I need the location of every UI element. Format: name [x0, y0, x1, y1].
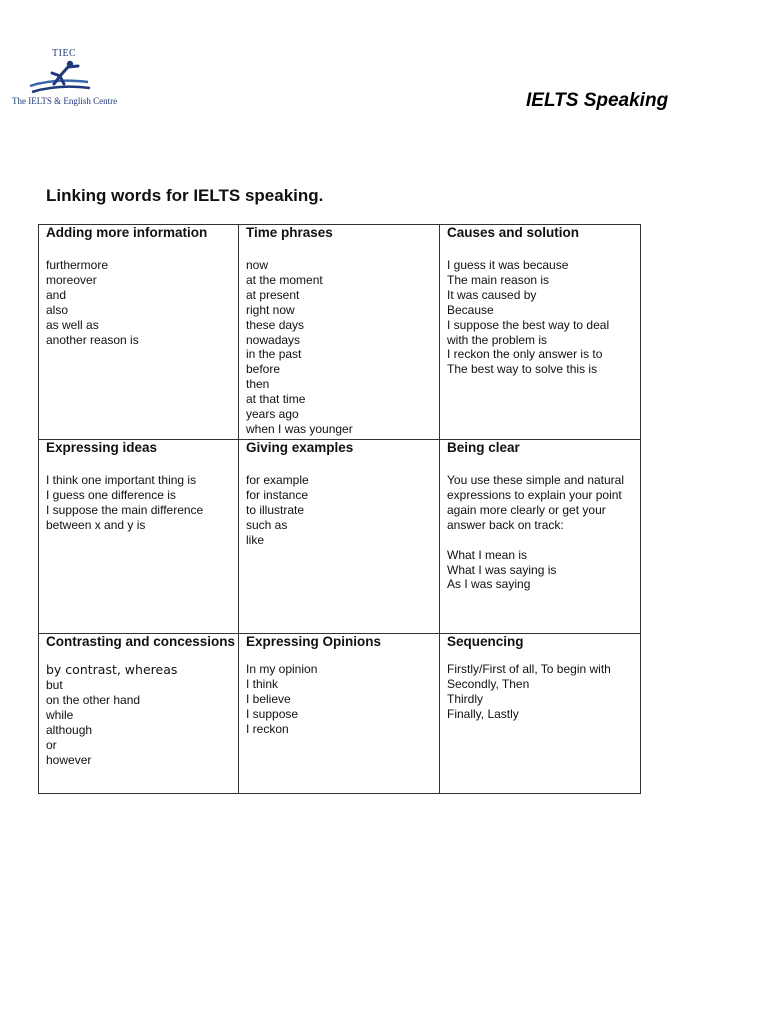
phrase-item: I suppose the best way to deal [447, 317, 610, 332]
phrase-item: or [46, 737, 57, 752]
phrase-list [246, 662, 435, 737]
phrase-item: as well as [46, 317, 99, 332]
phrase-item: Firstly/First of all, To begin with [447, 662, 611, 676]
phrase-item: It was caused by [447, 287, 537, 302]
phrase-item: such as [246, 517, 288, 532]
phrase-item: As I was saying [447, 577, 531, 592]
logo-abbreviation: TIEC [52, 48, 77, 59]
phrase-item: The best way to solve this is [447, 362, 598, 377]
page-title: Linking words for IELTS speaking. [46, 186, 324, 205]
cell-heading: Sequencing [447, 634, 524, 649]
phrase-item: these days [246, 317, 305, 332]
cell-heading: Adding more information [46, 225, 208, 240]
phrase-item: at the moment [246, 272, 323, 287]
phrase-item: however [46, 752, 92, 767]
table-cell [239, 225, 440, 440]
phrase-item: moreover [46, 272, 97, 287]
phrase-item: nowadays [246, 332, 301, 347]
runner-logo-icon [24, 58, 94, 98]
phrase-item: another reason is [46, 332, 139, 347]
phrase-item: I suppose [246, 706, 299, 721]
phrase-item: now [246, 258, 269, 272]
phrase-item: with the problem is [447, 332, 548, 347]
phrase-item: Finally, Lastly [447, 706, 519, 721]
phrase-item: I reckon the only answer is to [447, 347, 603, 362]
phrase-item: What I mean is [447, 547, 528, 562]
table-row [39, 225, 641, 440]
phrase-item: I reckon [246, 721, 289, 736]
phrase-item: right now [246, 302, 295, 317]
phrase-list [46, 662, 234, 767]
phrase-list [447, 662, 636, 722]
cell-intro-text: You use these simple and natural expressions to explain your point again more clearly or get your answer back on track: [447, 473, 625, 532]
phrase-item: in the past [246, 347, 302, 362]
spacer [447, 533, 636, 548]
phrase-item: I guess one difference is [46, 487, 176, 502]
phrase-item: I guess it was because [447, 258, 569, 272]
phrase-item: The main reason is [447, 272, 550, 287]
phrase-item: on the other hand [46, 692, 141, 707]
phrase-item: although [46, 722, 93, 737]
phrase-list [246, 473, 435, 548]
phrase-item: for example [246, 473, 309, 487]
table-cell [440, 440, 641, 634]
phrase-item: I suppose the main difference [46, 502, 204, 517]
phrase-item: Thirdly [447, 691, 484, 706]
phrase-item: at that time [246, 392, 306, 407]
table-cell [440, 225, 641, 440]
table-row [39, 440, 641, 634]
phrase-item: also [46, 302, 69, 317]
phrase-item: years ago [246, 407, 299, 422]
cell-heading: Time phrases [246, 225, 333, 240]
phrase-item: Because [447, 302, 494, 317]
phrase-item: I believe [246, 691, 291, 706]
table-cell [239, 440, 440, 634]
phrase-item: In my opinion [246, 662, 318, 676]
phrase-list [447, 548, 636, 593]
table-cell [440, 634, 641, 794]
phrase-item: before [246, 362, 281, 377]
table-cell [39, 634, 239, 794]
logo [10, 46, 118, 110]
table-cell [39, 440, 239, 634]
phrase-item: and [46, 287, 67, 302]
table-cell [239, 634, 440, 794]
phrase-item: What I was saying is [447, 562, 557, 577]
phrase-item: when I was younger [246, 421, 353, 436]
cell-heading: Being clear [447, 440, 520, 455]
phrase-item: between x and y is [46, 517, 146, 532]
linking-words-table [38, 224, 641, 794]
logo-name: The IELTS & English Centre [12, 96, 118, 106]
table-cell [39, 225, 239, 440]
phrase-item: I think [246, 676, 279, 691]
phrase-list [46, 473, 234, 533]
table-row [39, 634, 641, 794]
phrase-list [447, 258, 636, 377]
phrase-item: while [46, 707, 74, 722]
phrase-item: but [46, 678, 63, 692]
cell-heading: Expressing ideas [46, 440, 158, 455]
cell-heading: Expressing Opinions [246, 634, 382, 649]
cell-heading: Causes and solution [447, 225, 580, 240]
phrase-item: by contrast, whereas [46, 662, 178, 677]
phrase-item: Secondly, Then [447, 676, 530, 691]
phrase-item: for instance [246, 487, 309, 502]
header-title: IELTS Speaking [526, 90, 669, 111]
phrase-item: then [246, 377, 270, 392]
phrase-item: like [246, 532, 265, 547]
phrase-item: at present [246, 287, 300, 302]
phrase-item: furthermore [46, 258, 109, 272]
phrase-list [46, 258, 234, 347]
phrase-list [246, 258, 435, 437]
phrase-item: I think one important thing is [46, 473, 197, 487]
cell-heading: Contrasting and concessions [46, 634, 236, 649]
phrase-item: to illustrate [246, 502, 305, 517]
cell-heading: Giving examples [246, 440, 354, 455]
